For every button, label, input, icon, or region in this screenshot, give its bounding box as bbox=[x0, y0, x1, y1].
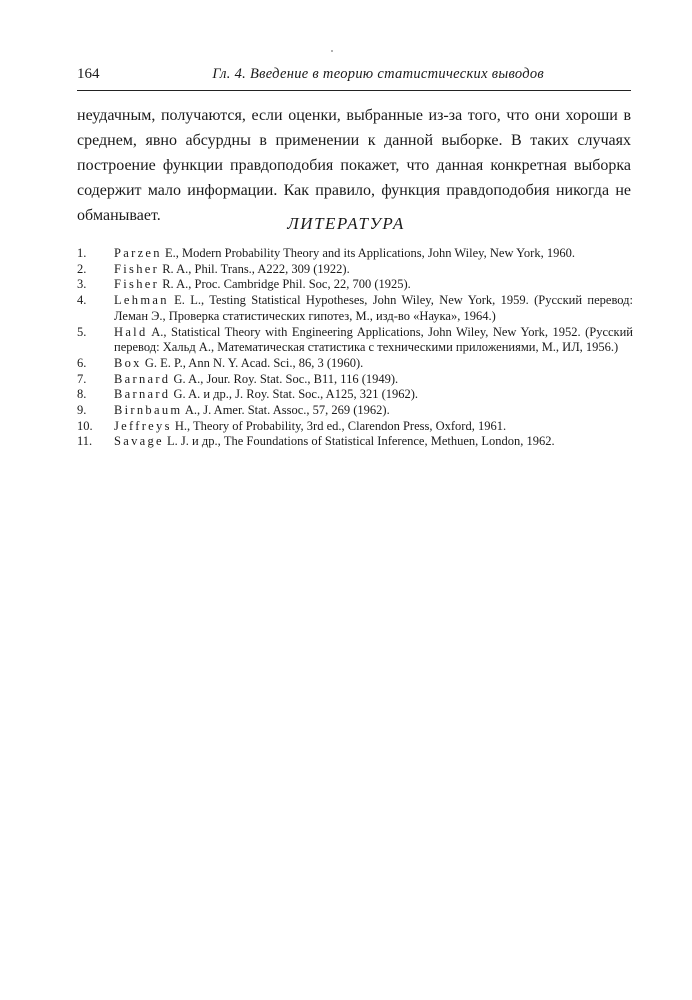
reference-number: 7. bbox=[77, 371, 87, 386]
reference-item bbox=[77, 277, 633, 293]
reference-item bbox=[77, 387, 633, 403]
reference-author: Jeffreys bbox=[114, 418, 172, 433]
reference-number: 3. bbox=[77, 277, 87, 292]
reference-number: 11. bbox=[77, 434, 93, 449]
reference-text: G. A. и др., J. Roy. Stat. Soc., A125, 321 (1962). bbox=[170, 387, 419, 402]
reference-author: Fisher bbox=[114, 261, 160, 276]
reference-author: Hald bbox=[114, 324, 148, 339]
reference-text: E., Modern Probability Theory and its Applications, John Wiley, New York, 1960. bbox=[161, 246, 575, 260]
reference-item bbox=[77, 372, 633, 388]
reference-text: R. A., Proc. Cambridge Phil. Soc, 22, 700 (1925). bbox=[159, 277, 411, 292]
reference-author: Barnard bbox=[114, 371, 171, 386]
reference-author: Savage bbox=[114, 434, 164, 449]
reference-item bbox=[77, 325, 633, 356]
reference-number: 5. bbox=[77, 324, 87, 339]
reference-author: Fisher bbox=[114, 277, 160, 292]
body-text bbox=[77, 103, 631, 228]
reference-author: Box bbox=[114, 355, 142, 370]
reference-text: H., Theory of Probability, 3rd ed., Clarendon Press, Oxford, 1961. bbox=[171, 418, 507, 433]
reference-number: 4. bbox=[77, 293, 87, 308]
reference-author: Birnbaum bbox=[114, 403, 183, 418]
reference-text: L. J. и др., The Foundations of Statistical Inference, Methuen, London, 1962. bbox=[163, 434, 555, 449]
reference-item bbox=[77, 403, 633, 419]
reference-author: Barnard bbox=[114, 387, 171, 402]
reference-author: Lehman bbox=[114, 293, 169, 308]
reference-list bbox=[77, 246, 633, 450]
page-header bbox=[77, 66, 631, 88]
reference-item bbox=[77, 246, 633, 262]
body-paragraph: неудачным, получаются, если оценки, выбранные из-за того, что они хороши в среднем, явно абсурдны в применении к данной выборке. В таких случаях построение функции правдоподобия покажет, что данная конкретная выборка содержит мало информации. Как правило, функция правдоподобия никогда не обманывает. bbox=[77, 107, 631, 224]
reference-number: 8. bbox=[77, 387, 87, 402]
reference-item bbox=[77, 293, 633, 324]
reference-number: 6. bbox=[77, 355, 87, 370]
reference-item bbox=[77, 434, 633, 450]
reference-text: A., J. Amer. Stat. Assoc., 57, 269 (1962). bbox=[182, 403, 390, 418]
reference-number: 9. bbox=[77, 403, 87, 418]
reference-item bbox=[77, 262, 633, 278]
reference-text: E. L., Testing Statistical Hypotheses, John Wiley, New York, 1959. (Русский перевод: Леман Э., Проверка статистических гипотез, М., изд-во «Наука», 1964.) bbox=[114, 293, 633, 323]
running-title: Гл. 4. Введение в теорию статистических выводов bbox=[212, 66, 544, 82]
reference-text: A., Statistical Theory with Engineering Applications, John Wiley, New York, 1952. (Русский перевод: Хальд А., Математическая статистика с техническими приложениями, М., ИЛ, 1956.) bbox=[114, 324, 633, 355]
reference-number: 10. bbox=[77, 418, 93, 433]
section-heading: ЛИТЕРАТУРА bbox=[287, 214, 405, 233]
scan-speck bbox=[331, 50, 333, 52]
reference-number: 2. bbox=[77, 261, 87, 276]
reference-number: 1. bbox=[77, 246, 87, 260]
reference-item bbox=[77, 356, 633, 372]
page-number: 164 bbox=[77, 66, 100, 82]
reference-text: R. A., Phil. Trans., A222, 309 (1922). bbox=[159, 261, 350, 276]
header-rule bbox=[77, 90, 631, 91]
reference-author: Parzen bbox=[114, 246, 162, 260]
reference-text: G. A., Jour. Roy. Stat. Soc., B11, 116 (1949). bbox=[170, 371, 399, 386]
reference-text: G. E. P., Ann N. Y. Acad. Sci., 86, 3 (1960). bbox=[141, 355, 364, 370]
reference-item bbox=[77, 419, 633, 435]
